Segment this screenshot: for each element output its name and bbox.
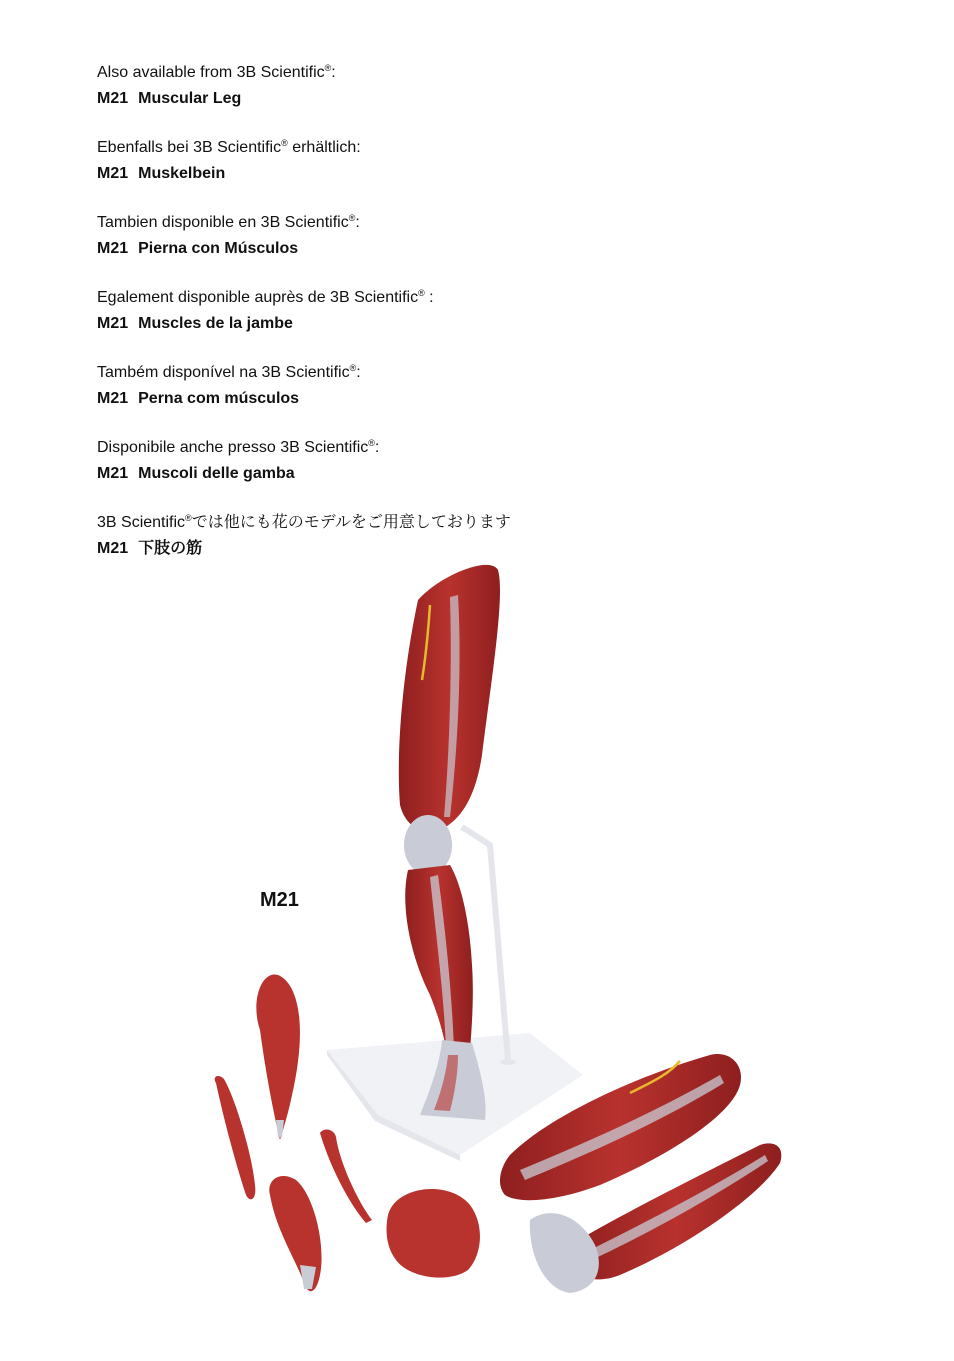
availability-suffix: : (374, 439, 380, 456)
product-line (97, 161, 697, 187)
availability-suffix: erhältlich: (287, 139, 361, 156)
availability-text: Also available from 3B Scientific (97, 64, 325, 81)
product-code: M21 (97, 315, 129, 332)
entry-french (97, 285, 697, 337)
detached-foot (530, 1213, 599, 1293)
availability-line (97, 135, 697, 161)
product-line (97, 236, 697, 262)
registered-mark: ® (418, 288, 425, 298)
availability-suffix: : (424, 289, 434, 306)
availability-list (97, 60, 697, 585)
figure-label: M21 (260, 889, 299, 911)
product-name: Muscular Leg (138, 90, 242, 107)
detached-slim-muscle (215, 1076, 256, 1199)
detached-narrow-strap-muscle (320, 1130, 372, 1223)
detached-calf-muscle-tip (276, 1120, 284, 1137)
product-code: M21 (97, 240, 129, 257)
muscular-leg-model-image (200, 555, 800, 1315)
availability-line (97, 285, 697, 311)
product-code: M21 (97, 165, 129, 182)
product-name: 下肢の筋 (138, 540, 203, 557)
availability-text: Também disponível na 3B Scientific (97, 364, 350, 381)
product-code: M21 (97, 90, 129, 107)
availability-text: Egalement disponible auprès de 3B Scientific (97, 289, 419, 306)
product-line (97, 461, 697, 487)
product-code: M21 (97, 540, 129, 557)
product-name: Muskelbein (138, 165, 226, 182)
leg-model-illustration (200, 555, 800, 1315)
availability-line (97, 360, 697, 386)
registered-mark: ® (368, 438, 375, 448)
availability-text: Ebenfalls bei 3B Scientific (97, 139, 282, 156)
product-line (97, 386, 697, 412)
registered-mark: ® (348, 213, 356, 223)
availability-line (97, 60, 697, 86)
availability-line (97, 435, 697, 461)
stand-rod-foot (500, 1059, 516, 1065)
product-name: Pierna con Músculos (138, 240, 299, 257)
entry-portuguese (97, 360, 697, 412)
availability-text: Disponibile anche presso 3B Scientific (97, 439, 369, 456)
availability-text: 3B Scientific (97, 514, 186, 531)
entry-german (97, 135, 697, 187)
availability-suffix: : (331, 64, 336, 81)
product-line (97, 86, 697, 112)
registered-mark: ® (324, 63, 332, 73)
registered-mark: ® (281, 138, 288, 148)
detached-gluteal-muscle (387, 1189, 480, 1278)
availability-line (97, 210, 697, 236)
entry-spanish (97, 210, 697, 262)
entry-italian (97, 435, 697, 487)
product-name: Perna com músculos (138, 390, 300, 407)
registered-mark: ® (349, 363, 357, 373)
availability-text: Tambien disponible en 3B Scientific (97, 214, 349, 231)
product-code: M21 (97, 465, 129, 482)
availability-suffix: : (356, 364, 361, 381)
product-name: Muscoli delle gamba (138, 465, 295, 482)
entry-english (97, 60, 697, 112)
availability-suffix: : (355, 214, 360, 231)
availability-suffix: では他にも花のモデルをご用意しております (191, 514, 511, 531)
product-code: M21 (97, 390, 129, 407)
availability-line (97, 510, 697, 536)
product-line (97, 311, 697, 337)
detached-calf-muscle (256, 974, 300, 1140)
registered-mark: ® (185, 513, 192, 523)
product-name: Muscles de la jambe (138, 315, 293, 332)
